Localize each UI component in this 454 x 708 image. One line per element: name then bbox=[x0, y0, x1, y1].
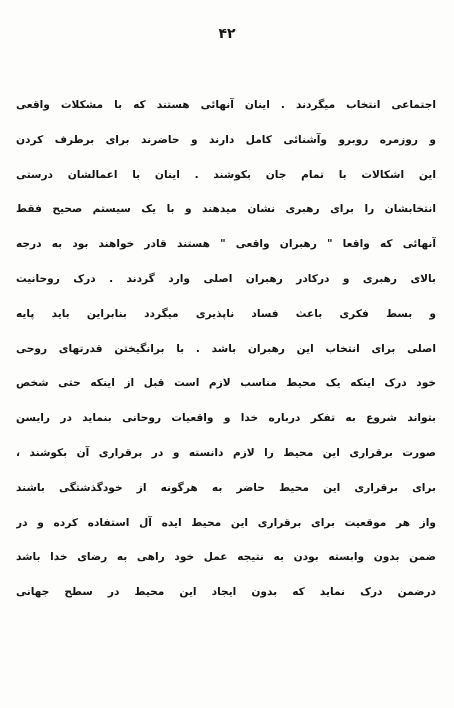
text-line: آنهائی که واقعا " رهبران واقعی " هستند قادر خواهند بود به درجه bbox=[16, 238, 436, 251]
text-line: و روزمره روبرو وآشنائی کامل دارند و حاضرند برای برطرف کردن bbox=[16, 133, 436, 146]
text-line: اصلی برای انتخاب این رهبران باشد . با برانگیختن قدرتهای روحی bbox=[16, 342, 436, 355]
text-line: برای برقراری این محیط حاضر به هرگونه از خودگذشتگی باشند bbox=[16, 481, 436, 494]
page-number: ۴۲ bbox=[218, 26, 236, 42]
text-line: انتخابشان را برای رهبری نشان میدهند و با یک سیستم صحیح فقط bbox=[16, 203, 436, 216]
text-line: بتواند شروع به تفکر درباره خدا و واقعیات روحانی بنماید در رایسن bbox=[16, 412, 436, 425]
text-line: خود درک اینکه یک محیط مناسب لازم است قبل از اینکه حتی شخص bbox=[16, 377, 436, 390]
text-line: صورت برقراری این محیط را لازم دانسته و در برقراری آن بکوشند ، bbox=[16, 446, 436, 459]
text-line: ضمن بدون وابسته بودن به نتیجه عمل خود راهی به رضای خدا باشد bbox=[16, 551, 436, 564]
text-line: بالای رهبری و درکادر رهبران اصلی وارد گردند . درک روحانیت bbox=[16, 272, 436, 285]
text-line: و بسط فکری باعث فساد ناپذیری میگردد بنابراین باید پایه bbox=[16, 307, 436, 320]
body-text bbox=[16, 88, 436, 610]
text-line: واز هر موقعیت برای برقراری این محیط ایده آل استفاده کرده و در bbox=[16, 516, 436, 529]
text-line: این اشکالات با تمام جان بکوشند . اینان با اعمالشان درستی bbox=[16, 168, 436, 181]
text-line: اجتماعی انتخاب میگردند . اینان آنهائی هستند که با مشکلات واقعی bbox=[16, 99, 436, 111]
text-line: درضمن درک نماید که بدون ایجاد این محیط در سطح جهانی bbox=[16, 586, 436, 599]
